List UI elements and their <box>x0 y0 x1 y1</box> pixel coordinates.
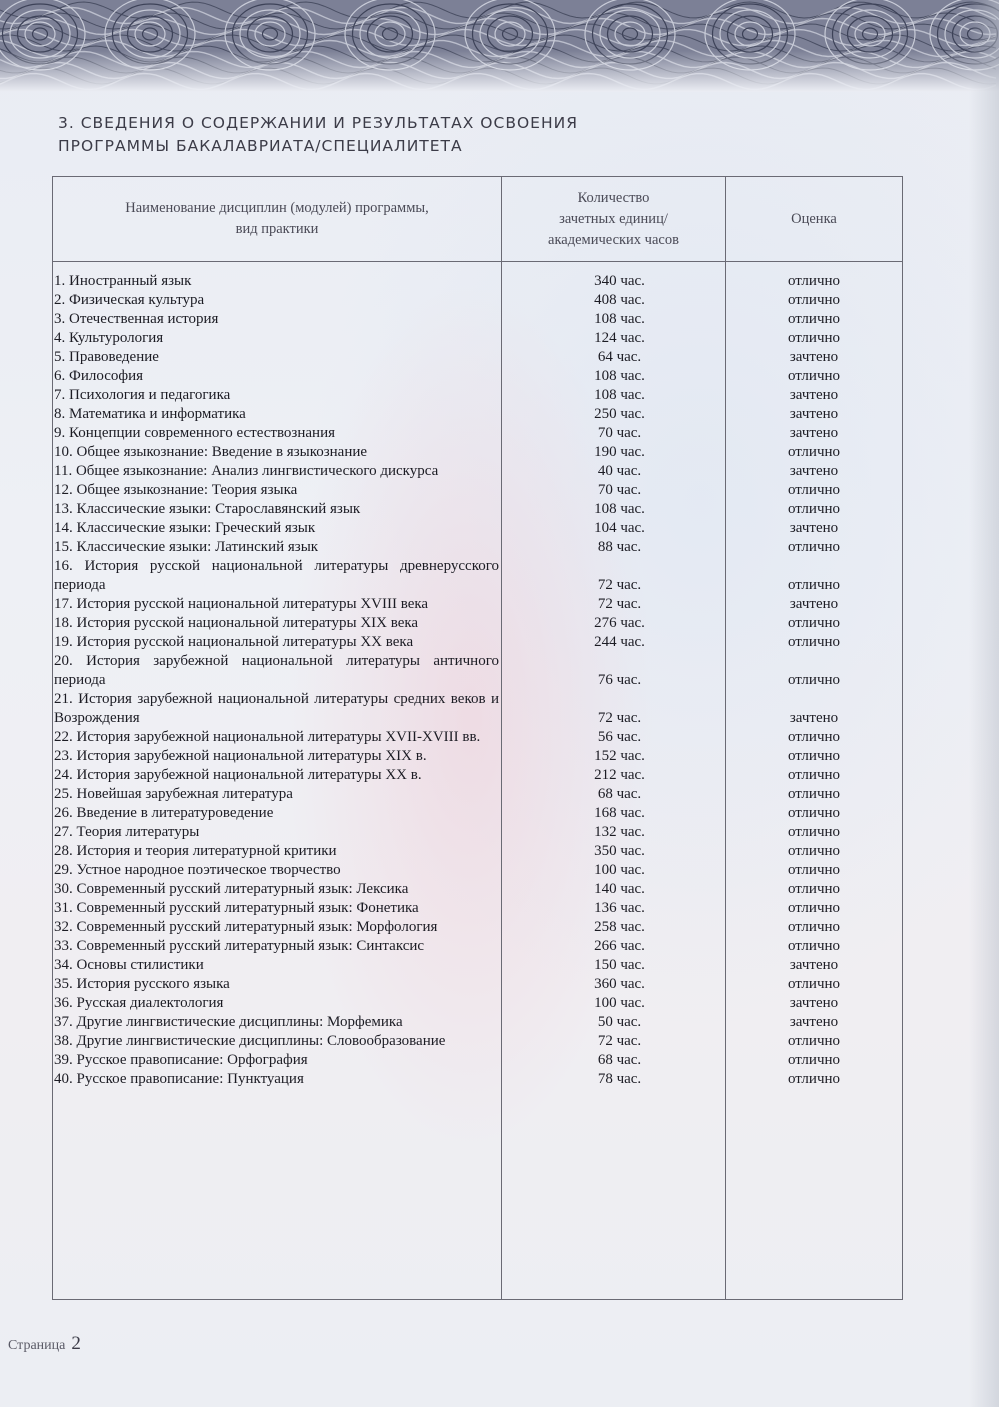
grade-cell: отлично <box>726 329 903 348</box>
table-row <box>53 994 903 1013</box>
discipline-name-cell: 29. Устное народное поэтическое творчество <box>53 861 502 880</box>
hours-cell: 88 час. <box>502 538 726 557</box>
header-grade-label: Оценка <box>791 210 837 227</box>
table-row <box>53 918 903 937</box>
discipline-name-cell: 25. Новейшая зарубежная литература <box>53 785 502 804</box>
hours-cell: 190 час. <box>502 443 726 462</box>
table-row <box>53 500 903 519</box>
table-row <box>53 861 903 880</box>
grade-cell: отлично <box>726 842 903 861</box>
table-row <box>53 538 903 557</box>
section-title-line-2: ПРОГРАММЫ БАКАЛАВРИАТА/СПЕЦИАЛИТЕТА <box>58 137 463 155</box>
table-row <box>53 462 903 481</box>
grade-cell: отлично <box>726 728 903 747</box>
hours-cell: 258 час. <box>502 918 726 937</box>
discipline-name-cell: 23. История зарубежной национальной литературы XIX в. <box>53 747 502 766</box>
hours-cell: 108 час. <box>502 367 726 386</box>
hours-cell: 266 час. <box>502 937 726 956</box>
grade-cell: отлично <box>726 880 903 899</box>
hours-cell: 72 час. <box>502 1032 726 1051</box>
hours-cell: 70 час. <box>502 481 726 500</box>
table-header-row <box>53 177 903 262</box>
grade-cell: отлично <box>726 310 903 329</box>
grade-cell: отлично <box>726 823 903 842</box>
discipline-name-cell: 7. Психология и педагогика <box>53 386 502 405</box>
table-row <box>53 652 903 690</box>
discipline-name-cell: 32. Современный русский литературный язык: Морфология <box>53 918 502 937</box>
hours-cell: 72 час. <box>502 690 726 728</box>
disciplines-table <box>52 176 903 1300</box>
grade-cell: зачтено <box>726 424 903 443</box>
grade-cell: отлично <box>726 443 903 462</box>
discipline-name-cell: 24. История зарубежной национальной литературы XX в. <box>53 766 502 785</box>
grade-cell: отлично <box>726 500 903 519</box>
discipline-name-cell: 37. Другие лингвистические дисциплины: Морфемика <box>53 1013 502 1032</box>
hours-cell: 100 час. <box>502 994 726 1013</box>
hours-cell: 168 час. <box>502 804 726 823</box>
discipline-name-cell: 9. Концепции современного естествознания <box>53 424 502 443</box>
hours-cell: 350 час. <box>502 842 726 861</box>
table-body <box>53 262 903 1300</box>
header-hours-line-1: Количество <box>577 189 650 206</box>
table-row <box>53 519 903 538</box>
hours-cell: 360 час. <box>502 975 726 994</box>
table-row <box>53 443 903 462</box>
grade-cell: отлично <box>726 861 903 880</box>
grade-cell: отлично <box>726 918 903 937</box>
guilloche-pattern <box>0 0 999 92</box>
grade-cell: отлично <box>726 804 903 823</box>
hours-cell: 72 час. <box>502 595 726 614</box>
table-row <box>53 804 903 823</box>
grade-cell: зачтено <box>726 462 903 481</box>
hours-cell: 72 час. <box>502 557 726 595</box>
table-row <box>53 424 903 443</box>
discipline-name-cell: 16. История русской национальной литературы древнерусского периода <box>53 557 502 595</box>
grade-cell: зачтено <box>726 405 903 424</box>
hours-cell: 68 час. <box>502 1051 726 1070</box>
grade-cell: зачтено <box>726 1013 903 1032</box>
grade-cell: отлично <box>726 481 903 500</box>
grade-cell: отлично <box>726 1070 903 1300</box>
table-row <box>53 1032 903 1051</box>
grade-cell: зачтено <box>726 595 903 614</box>
header-grade <box>726 177 903 262</box>
header-name-line-2: вид практики <box>235 221 319 237</box>
hours-cell: 108 час. <box>502 310 726 329</box>
grade-cell: отлично <box>726 747 903 766</box>
grade-cell: отлично <box>726 937 903 956</box>
hours-cell: 50 час. <box>502 1013 726 1032</box>
table-row <box>53 1051 903 1070</box>
hours-cell: 78 час. <box>502 1070 726 1300</box>
hours-cell: 56 час. <box>502 728 726 747</box>
discipline-name-cell: 2. Физическая культура <box>53 291 502 310</box>
discipline-name-cell: 21. История зарубежной национальной литературы средних веков и Возрождения <box>53 690 502 728</box>
hours-cell: 40 час. <box>502 462 726 481</box>
discipline-name-cell: 36. Русская диалектология <box>53 994 502 1013</box>
discipline-name-cell: 6. Философия <box>53 367 502 386</box>
discipline-name-cell: 18. История русской национальной литературы XIX века <box>53 614 502 633</box>
table-row <box>53 405 903 424</box>
hours-cell: 340 час. <box>502 262 726 292</box>
hours-cell: 150 час. <box>502 956 726 975</box>
grade-cell: отлично <box>726 557 903 595</box>
grade-cell: отлично <box>726 291 903 310</box>
discipline-name-cell: 1. Иностранный язык <box>53 262 502 292</box>
grade-cell: отлично <box>726 538 903 557</box>
table-row <box>53 766 903 785</box>
hours-cell: 250 час. <box>502 405 726 424</box>
table-row <box>53 367 903 386</box>
table-row <box>53 937 903 956</box>
grade-cell: зачтено <box>726 348 903 367</box>
page-label: Страница <box>8 1338 66 1353</box>
grade-cell: отлично <box>726 262 903 292</box>
table-row <box>53 310 903 329</box>
grade-cell: отлично <box>726 1051 903 1070</box>
discipline-name-cell: 11. Общее языкознание: Анализ лингвистического дискурса <box>53 462 502 481</box>
hours-cell: 108 час. <box>502 500 726 519</box>
hours-cell: 244 час. <box>502 633 726 652</box>
table-row <box>53 1070 903 1300</box>
hours-cell: 276 час. <box>502 614 726 633</box>
section-title-line-1: 3. СВЕДЕНИЯ О СОДЕРЖАНИИ И РЕЗУЛЬТАТАХ ОСВОЕНИЯ <box>58 114 578 132</box>
table-row <box>53 956 903 975</box>
discipline-name-cell: 35. История русского языка <box>53 975 502 994</box>
table-row <box>53 728 903 747</box>
table-row <box>53 690 903 728</box>
discipline-name-cell: 17. История русской национальной литературы XVIII века <box>53 595 502 614</box>
hours-cell: 68 час. <box>502 785 726 804</box>
discipline-name-cell: 26. Введение в литературоведение <box>53 804 502 823</box>
header-hours-line-2: зачетных единиц/ <box>559 210 668 227</box>
discipline-name-cell: 4. Культурология <box>53 329 502 348</box>
hours-cell: 108 час. <box>502 386 726 405</box>
discipline-name-cell: 38. Другие лингвистические дисциплины: Словообразование <box>53 1032 502 1051</box>
table-row <box>53 633 903 652</box>
discipline-name-cell: 5. Правоведение <box>53 348 502 367</box>
table-row <box>53 975 903 994</box>
table-row <box>53 595 903 614</box>
header-hours-line-3: академических часов <box>548 231 679 248</box>
discipline-name-cell: 13. Классические языки: Старославянский язык <box>53 500 502 519</box>
grade-cell: отлично <box>726 633 903 652</box>
page-number: 2 <box>71 1333 81 1354</box>
grade-cell: зачтено <box>726 519 903 538</box>
hours-cell: 124 час. <box>502 329 726 348</box>
grade-cell: отлично <box>726 652 903 690</box>
banner-fade <box>0 0 999 92</box>
table-row <box>53 880 903 899</box>
hours-cell: 76 час. <box>502 652 726 690</box>
hours-cell: 100 час. <box>502 861 726 880</box>
header-hours <box>502 177 726 262</box>
table-row <box>53 348 903 367</box>
hours-cell: 140 час. <box>502 880 726 899</box>
discipline-name-cell: 34. Основы стилистики <box>53 956 502 975</box>
header-name-line-1: Наименование дисциплин (модулей) программы, <box>125 200 429 216</box>
discipline-name-cell: 14. Классические языки: Греческий язык <box>53 519 502 538</box>
table-row <box>53 557 903 595</box>
hours-cell: 152 час. <box>502 747 726 766</box>
grade-cell: отлично <box>726 785 903 804</box>
table-row <box>53 1013 903 1032</box>
header-discipline-name <box>53 177 502 262</box>
grade-cell: зачтено <box>726 386 903 405</box>
table-row <box>53 329 903 348</box>
table-row <box>53 614 903 633</box>
table-row <box>53 823 903 842</box>
table-row <box>53 842 903 861</box>
discipline-name-cell: 30. Современный русский литературный язык: Лексика <box>53 880 502 899</box>
discipline-name-cell: 40. Русское правописание: Пунктуация <box>53 1070 502 1300</box>
discipline-name-cell: 27. Теория литературы <box>53 823 502 842</box>
discipline-name-cell: 8. Математика и информатика <box>53 405 502 424</box>
grade-cell: отлично <box>726 367 903 386</box>
discipline-name-cell: 33. Современный русский литературный язык: Синтаксис <box>53 937 502 956</box>
grade-cell: отлично <box>726 766 903 785</box>
table-row <box>53 481 903 500</box>
discipline-name-cell: 12. Общее языкознание: Теория языка <box>53 481 502 500</box>
grade-cell: зачтено <box>726 690 903 728</box>
table-row <box>53 747 903 766</box>
discipline-name-cell: 39. Русское правописание: Орфография <box>53 1051 502 1070</box>
hours-cell: 132 час. <box>502 823 726 842</box>
hours-cell: 70 час. <box>502 424 726 443</box>
grade-cell: зачтено <box>726 994 903 1013</box>
security-guilloche-banner <box>0 0 999 92</box>
table-row <box>53 785 903 804</box>
grade-cell: зачтено <box>726 956 903 975</box>
discipline-name-cell: 19. История русской национальной литературы XX века <box>53 633 502 652</box>
grade-cell: отлично <box>726 1032 903 1051</box>
table-row <box>53 899 903 918</box>
discipline-name-cell: 3. Отечественная история <box>53 310 502 329</box>
discipline-name-cell: 28. История и теория литературной критики <box>53 842 502 861</box>
discipline-name-cell: 10. Общее языкознание: Введение в языкознание <box>53 443 502 462</box>
grade-cell: отлично <box>726 975 903 994</box>
table-row <box>53 386 903 405</box>
hours-cell: 136 час. <box>502 899 726 918</box>
section-title <box>58 112 578 158</box>
table-row <box>53 262 903 292</box>
discipline-name-cell: 15. Классические языки: Латинский язык <box>53 538 502 557</box>
hours-cell: 408 час. <box>502 291 726 310</box>
hours-cell: 64 час. <box>502 348 726 367</box>
grade-cell: отлично <box>726 614 903 633</box>
discipline-name-cell: 31. Современный русский литературный язык: Фонетика <box>53 899 502 918</box>
discipline-name-cell: 22. История зарубежной национальной литературы XVII-XVIII вв. <box>53 728 502 747</box>
discipline-name-cell: 20. История зарубежной национальной литературы античного периода <box>53 652 502 690</box>
hours-cell: 104 час. <box>502 519 726 538</box>
grade-cell: отлично <box>726 899 903 918</box>
table-row <box>53 291 903 310</box>
page-footer <box>8 1333 81 1355</box>
hours-cell: 212 час. <box>502 766 726 785</box>
scan-edge-shadow <box>969 0 999 1407</box>
